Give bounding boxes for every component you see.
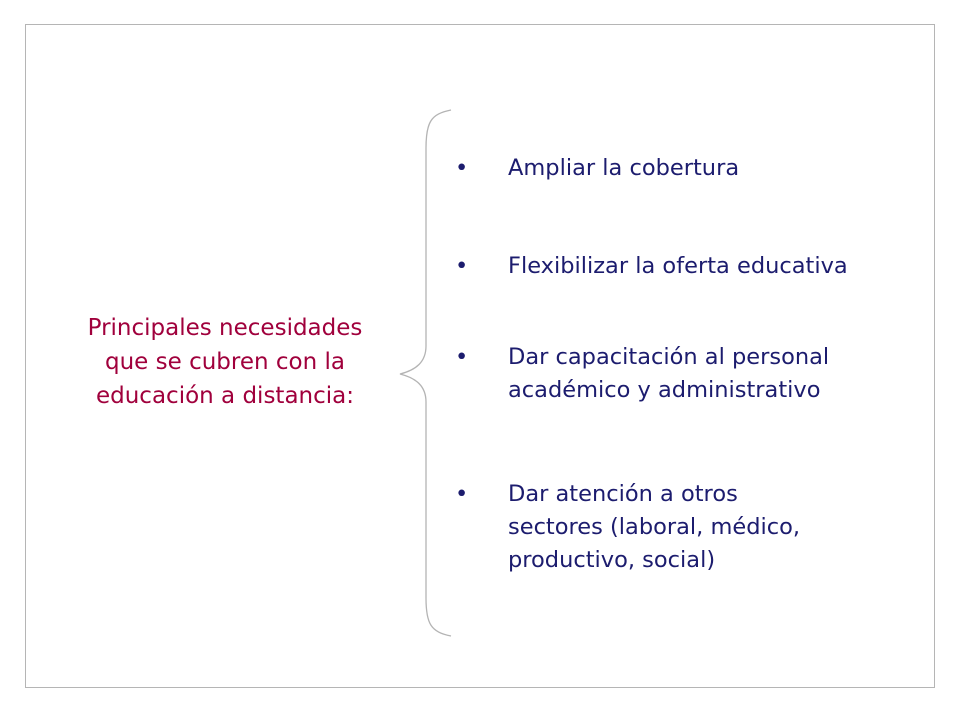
- list-item-text: Dar capacitación al personal académico y administrativo: [508, 344, 830, 403]
- list-item: [455, 152, 925, 185]
- list-item: [455, 341, 925, 407]
- curly-brace-path: [400, 110, 451, 636]
- list-item: [455, 250, 925, 283]
- list-item-text: Flexibilizar la oferta educativa: [508, 253, 848, 279]
- bullet-icon: •: [455, 155, 469, 181]
- bullet-icon: •: [455, 344, 469, 370]
- bullet-icon: •: [455, 253, 469, 279]
- diagram-heading: Principales necesidades que se cubren con la educación a distancia:: [87, 315, 363, 409]
- curly-brace: [396, 108, 456, 638]
- list-item: [455, 478, 925, 577]
- bullet-icon: •: [455, 481, 469, 507]
- list-item-text: Ampliar la cobertura: [508, 155, 740, 181]
- needs-list: [455, 0, 935, 720]
- list-item-text: Dar atención a otros sectores (laboral, médico, productivo, social): [508, 481, 801, 573]
